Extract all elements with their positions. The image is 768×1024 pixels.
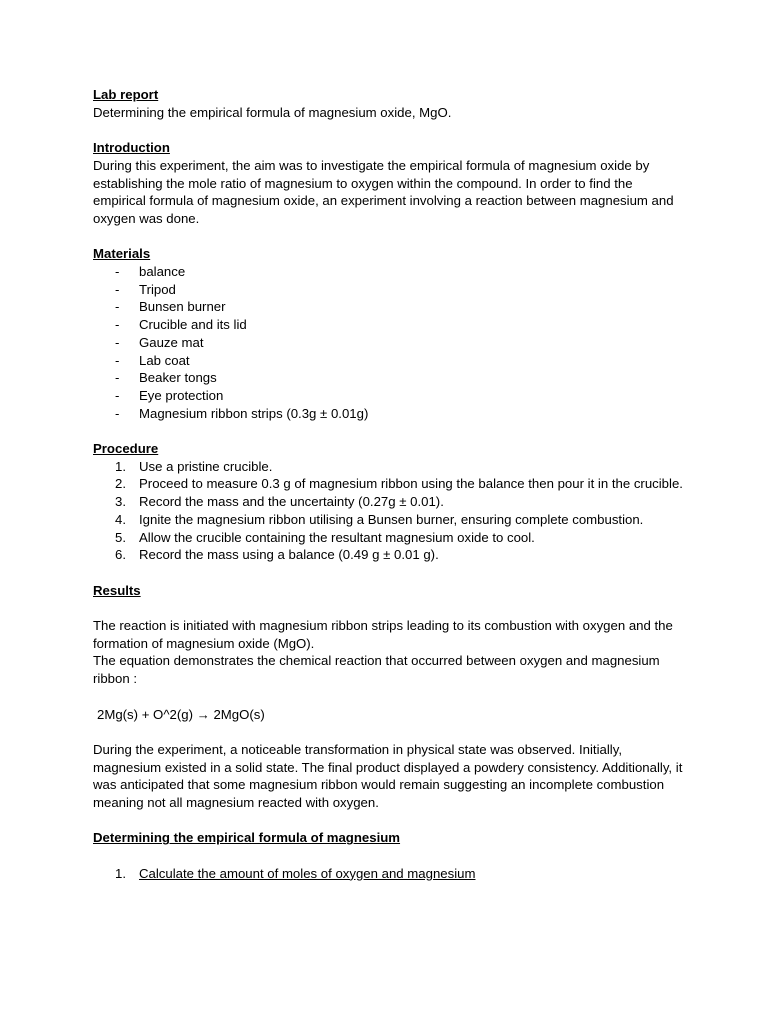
list-dash-marker: - bbox=[115, 299, 120, 315]
step-text: Proceed to measure 0.3 g of magnesium ribbon using the balance then pour it in the crucible. bbox=[139, 476, 683, 492]
results-paragraph-2: The equation demonstrates the chemical reaction that occurred between oxygen and magnesium ribbon : bbox=[93, 653, 660, 687]
introduction-heading: Introduction bbox=[93, 140, 170, 156]
step-number: 2. bbox=[115, 476, 126, 492]
list-dash-marker: - bbox=[115, 370, 120, 386]
procedure-step bbox=[93, 546, 683, 564]
materials-item-label: Eye protection bbox=[139, 387, 224, 403]
step-number: 3. bbox=[115, 494, 126, 510]
list-dash-marker: - bbox=[115, 387, 120, 403]
list-dash-marker: - bbox=[115, 352, 120, 368]
step-text: Ignite the magnesium ribbon utilising a Bunsen burner, ensuring complete combustion. bbox=[139, 511, 644, 527]
report-title: Lab report bbox=[93, 87, 159, 102]
materials-item bbox=[93, 298, 683, 316]
step-number: 4. bbox=[115, 511, 126, 527]
step-text: Record the mass and the uncertainty (0.27g ± 0.01). bbox=[139, 494, 444, 510]
procedure-step bbox=[93, 511, 683, 529]
results-paragraph-1: The reaction is initiated with magnesium ribbon strips leading to its combustion with oxygen and the formation of magnesium oxide (MgO). bbox=[93, 618, 673, 651]
results-paragraph-3: During the experiment, a noticeable transformation in physical state was observed. Initially, magnesium existed in a solid state. The final product displayed a powdery consistency. Additionally, it was anticipated that some magnesium ribbon would remain suggesting an incomplete combustion meaning not all magnesium reacted with oxygen. bbox=[93, 741, 683, 811]
materials-item bbox=[93, 263, 683, 281]
materials-item-label: Tripod bbox=[139, 281, 176, 297]
materials-item bbox=[93, 316, 683, 334]
empirical-heading: Determining the empirical formula of magnesium bbox=[93, 830, 401, 846]
list-dash-marker: - bbox=[115, 405, 120, 421]
list-dash-marker: - bbox=[115, 334, 120, 350]
materials-item-label: Crucible and its lid bbox=[139, 317, 247, 333]
procedure-heading: Procedure bbox=[93, 441, 159, 457]
step-number: 1. bbox=[115, 458, 126, 474]
step-text: Use a pristine crucible. bbox=[139, 458, 273, 474]
procedure-step bbox=[93, 475, 683, 493]
materials-item bbox=[93, 369, 683, 387]
procedure-list bbox=[93, 458, 683, 564]
step-number: 6. bbox=[115, 547, 126, 563]
introduction-text: During this experiment, the aim was to investigate the empirical formula of magnesium oxide by establishing the mole ratio of magnesium to oxygen within the compound. In order to find the empirical formula of magnesium oxide, an experiment involving a reaction between magnesium and oxygen was done. bbox=[93, 157, 674, 226]
materials-item-label: Gauze mat bbox=[139, 334, 204, 350]
list-dash-marker: - bbox=[115, 281, 120, 297]
materials-item bbox=[93, 387, 683, 405]
step-number: 1. bbox=[115, 865, 126, 881]
procedure-step bbox=[93, 458, 683, 476]
list-dash-marker: - bbox=[115, 264, 120, 279]
list-dash-marker: - bbox=[115, 317, 120, 333]
step-text: Calculate the amount of moles of oxygen and magnesium bbox=[139, 865, 476, 881]
report-subtitle: Determining the empirical formula of magnesium oxide, MgO. bbox=[93, 104, 452, 120]
materials-item-label: balance bbox=[139, 264, 186, 279]
materials-item bbox=[93, 352, 683, 370]
procedure-step bbox=[93, 529, 683, 547]
materials-item-label: Bunsen burner bbox=[139, 299, 226, 315]
materials-item-label: Magnesium ribbon strips (0.3g ± 0.01g) bbox=[139, 405, 369, 421]
materials-item-label: Lab coat bbox=[139, 352, 190, 368]
empirical-step bbox=[93, 865, 683, 883]
procedure-step bbox=[93, 493, 683, 511]
step-number: 5. bbox=[115, 529, 126, 545]
materials-item bbox=[93, 334, 683, 352]
chemical-equation: 2Mg(s) + O^2(g) → 2MgO(s) bbox=[97, 706, 265, 722]
materials-heading: Materials bbox=[93, 246, 151, 262]
step-text: Allow the crucible containing the resultant magnesium oxide to cool. bbox=[139, 529, 535, 545]
materials-item-label: Beaker tongs bbox=[139, 370, 217, 386]
materials-item bbox=[93, 405, 683, 423]
step-text: Record the mass using a balance (0.49 g ± 0.01 g). bbox=[139, 547, 439, 563]
empirical-steps-list bbox=[93, 865, 683, 883]
document-page bbox=[93, 86, 683, 883]
materials-list bbox=[93, 263, 683, 422]
results-heading: Results bbox=[93, 582, 141, 598]
materials-item bbox=[93, 281, 683, 299]
